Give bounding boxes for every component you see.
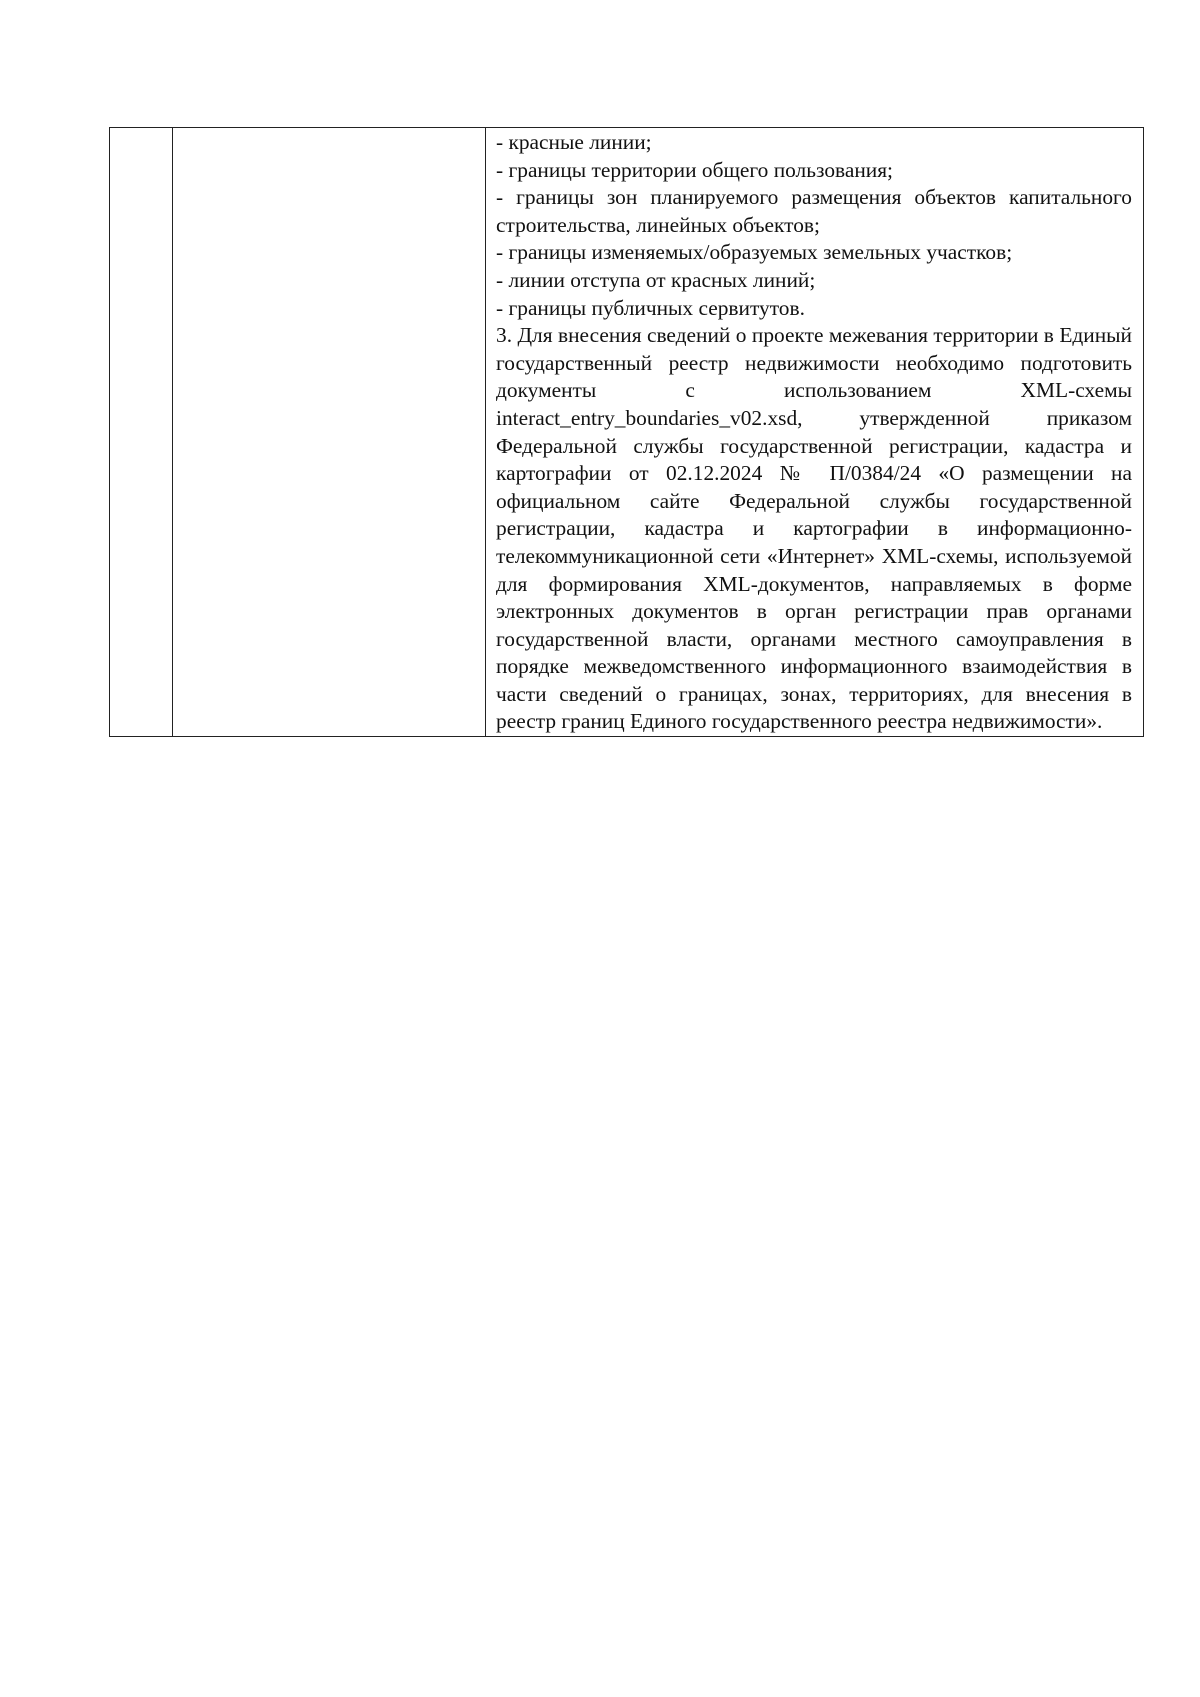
name-cell [173,128,486,737]
paragraph-3: 3. Для внесения сведений о проекте межевания территории в Единый государственный реестр недвижимости необходимо подготовить документы с использованием XML-схемы interact_entry_boundaries_v02.xsd, утвержденной приказом Федеральной службы государственной регистрации, кадастра и картографии от 02.12.2024 № П/0384/24 «О размещении на официальном сайте Федеральной службы государственной регистрации, кадастра и картографии в информационно-телекоммуникационной сети «Интернет» XML-схемы, используемой для формирования XML-документов, направляемых в форме электронных документов в орган регистрации прав органами государственной власти, органами местного самоуправления в порядке межведомственного информационного взаимодействия в части сведений о границах, зонах, территориях, для внесения в реестр границ Единого государственного реестра недвижимости». [496,323,1132,734]
number-cell [110,128,173,737]
bullet-public-territory: - границы территории общего пользования; [496,157,894,182]
document-table [109,127,1144,737]
bullet-land-plots: - границы изменяемых/образуемых земельных участков; [496,240,1013,265]
text-cell [486,128,1144,737]
bullet-planned-zones: - границы зон планируемого размещения объектов капитального строительства, линейных объектов; [496,185,1132,237]
bullet-public-servitudes: - границы публичных сервитутов. [496,295,805,320]
bullet-setback-lines: - линии отступа от красных линий; [496,267,816,292]
table-row [110,128,1144,737]
cell-text-content [486,128,1143,736]
bullet-red-lines: - красные линии; [496,130,652,154]
